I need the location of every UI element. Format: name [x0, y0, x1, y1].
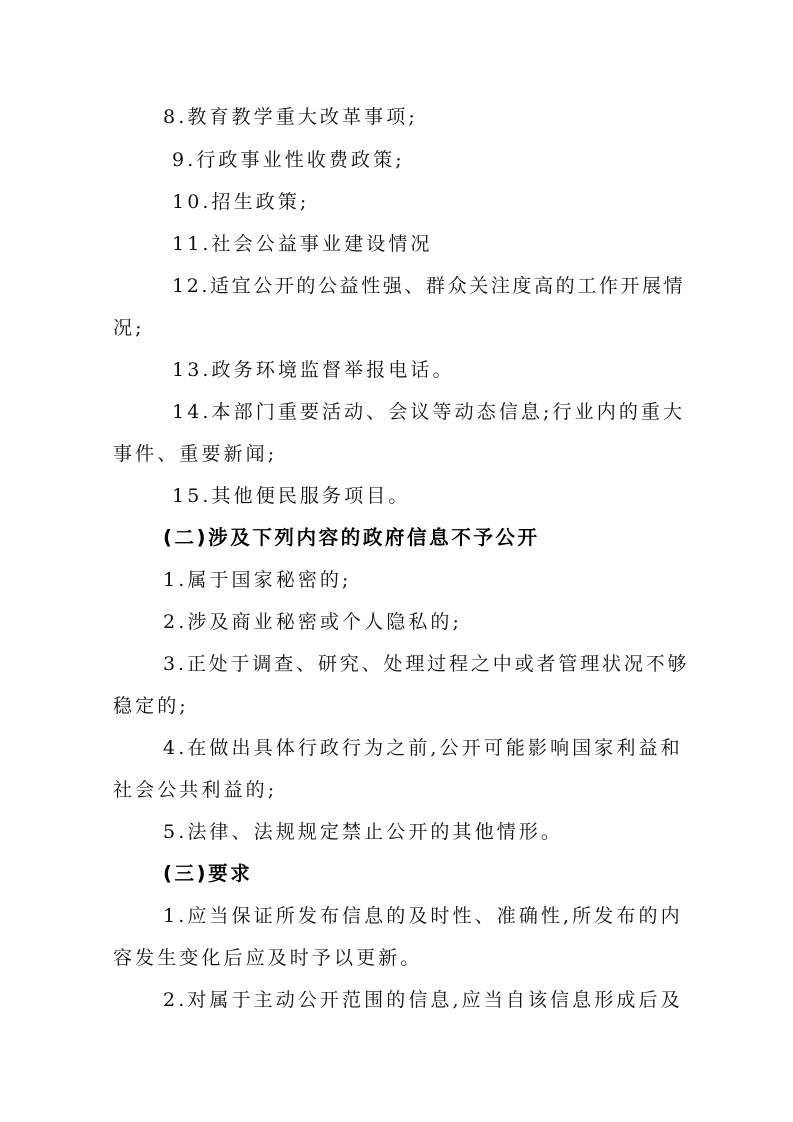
section-heading-three: (三)要求	[163, 862, 253, 885]
list-item-15: 15.其他便民服务项目。	[172, 485, 411, 507]
list-item-13: 13.政务环境监督举报电话。	[172, 359, 455, 381]
requirement-item-1: 1.应当保证所发布信息的及时性、准确性,所发布的内	[163, 905, 683, 927]
exempt-item-1: 1.属于国家秘密的;	[163, 569, 352, 591]
exempt-item-4-continued: 社会公共利益的;	[113, 779, 278, 801]
list-item-14-continued: 事件、重要新闻;	[113, 443, 278, 465]
list-item-8: 8.教育教学重大改革事项;	[163, 106, 418, 128]
exempt-item-3-continued: 稳定的;	[113, 695, 189, 717]
exempt-item-4: 4.在做出具体行政行为之前,公开可能影响国家利益和	[163, 737, 683, 759]
list-item-9: 9.行政事业性收费政策;	[172, 149, 405, 171]
section-heading-two: (二)涉及下列内容的政府信息不予公开	[163, 526, 540, 549]
requirement-item-2: 2.对属于主动公开范围的信息,应当自该信息形成后及	[163, 989, 683, 1011]
exempt-item-3: 3.正处于调查、研究、处理过程之中或者管理状况不够	[163, 653, 690, 675]
list-item-10: 10.招生政策;	[172, 191, 310, 213]
exempt-item-5: 5.法律、法规规定禁止公开的其他情形。	[163, 821, 564, 843]
list-item-14: 14.本部门重要活动、会议等动态信息;行业内的重大	[172, 401, 686, 423]
list-item-12-continued: 况;	[113, 317, 145, 339]
list-item-11: 11.社会公益事业建设情况	[172, 233, 433, 255]
requirement-item-1-continued: 容发生变化后应及时予以更新。	[113, 947, 423, 969]
exempt-item-2: 2.涉及商业秘密或个人隐私的;	[163, 611, 463, 633]
list-item-12: 12.适宜公开的公益性强、群众关注度高的工作开展情	[172, 275, 686, 297]
